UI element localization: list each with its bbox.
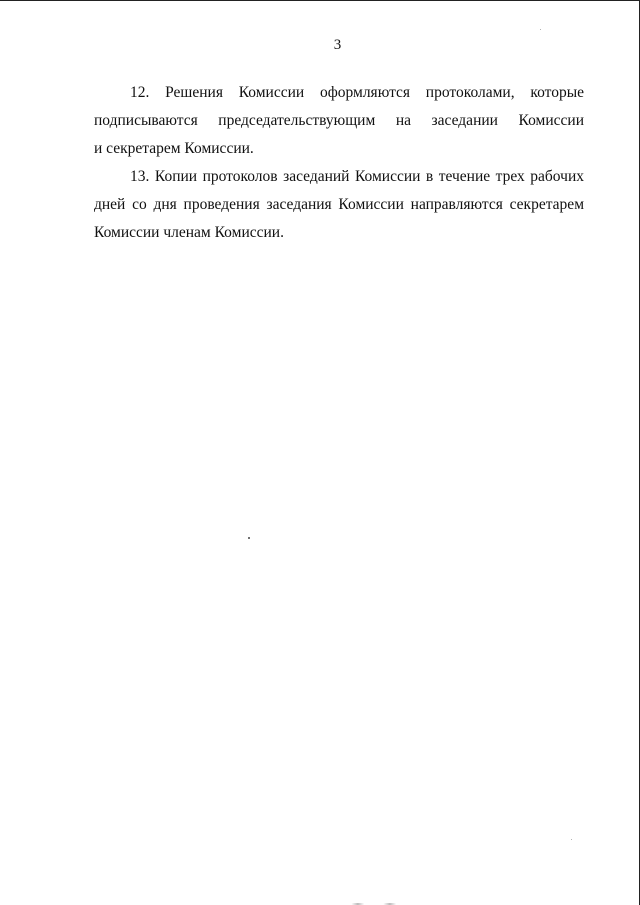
- scan-speck: [571, 839, 572, 840]
- paragraph-line: Комиссии членам Комиссии.: [94, 224, 284, 241]
- paragraph-12: [94, 79, 584, 163]
- paragraph-line: подписываются председательствующим на заседании Комиссии: [94, 112, 584, 129]
- paragraph-line: 13. Копии протоколов заседаний Комиссии в течение трех рабочих: [130, 168, 584, 185]
- page-number: 3: [333, 37, 342, 53]
- paragraph-13: [94, 163, 584, 247]
- paragraph-line: дней со дня проведения заседания Комиссии направляются секретарем: [94, 196, 584, 213]
- document-body: [94, 79, 584, 247]
- scan-speck: [540, 29, 541, 30]
- scan-speck: [248, 537, 250, 539]
- paragraph-line: и секретарем Комиссии.: [94, 140, 254, 157]
- paragraph-line: 12. Решения Комиссии оформляются протоколами, которые: [130, 84, 584, 101]
